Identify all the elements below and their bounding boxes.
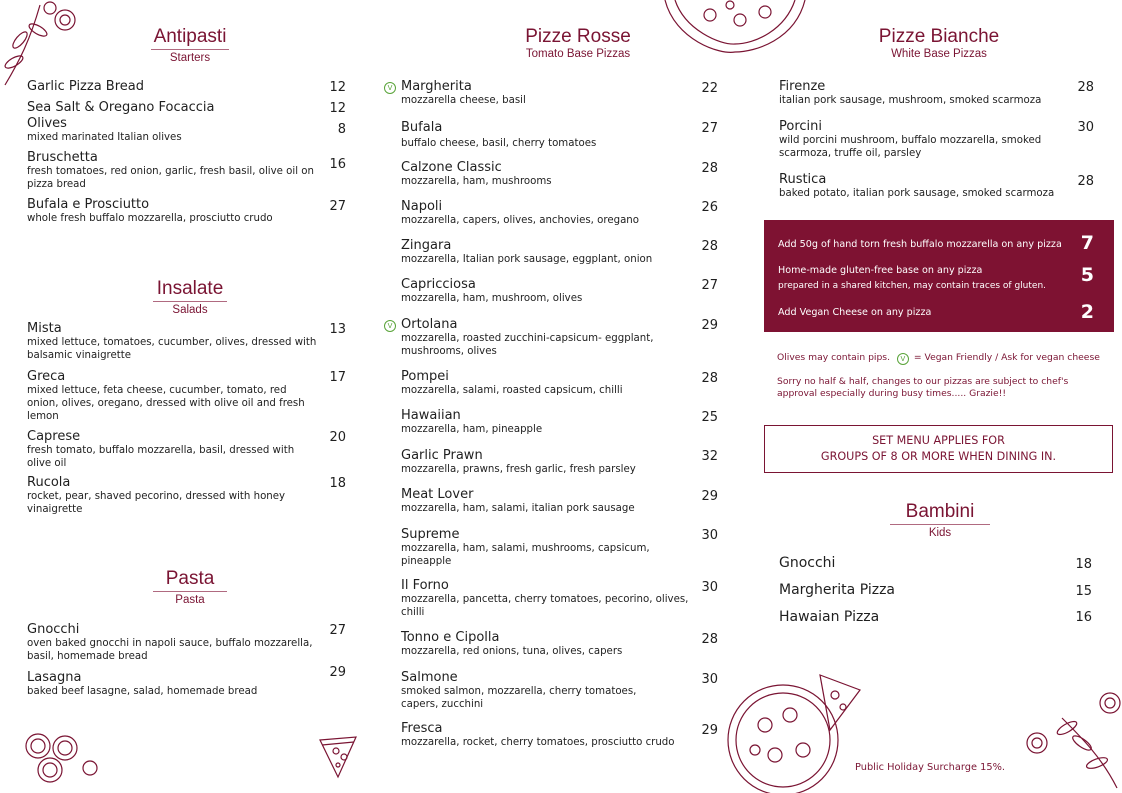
item-name: Meat Lover bbox=[401, 487, 474, 502]
addon-gluten-free-price: 5 bbox=[1080, 264, 1094, 286]
item-description: mozzarella, prawns, fresh garlic, fresh parsley bbox=[401, 464, 636, 475]
menu-item bbox=[779, 556, 979, 571]
insalate-title: Insalate bbox=[156, 278, 224, 299]
item-name: Garlic Prawn bbox=[401, 448, 483, 463]
item-price: 26 bbox=[701, 200, 718, 215]
addon-buffalo-text: Add 50g of hand torn fresh buffalo mozzarella on any pizza bbox=[778, 239, 1062, 250]
item-name: Olives bbox=[27, 116, 67, 131]
item-name: Il Forno bbox=[401, 578, 449, 593]
item-description: mozzarella, Italian pork sausage, eggplant, onion bbox=[401, 254, 653, 265]
item-description: baked potato, italian pork sausage, smoked scarmoza bbox=[779, 188, 1055, 199]
item-description: mozzarella, ham, pineapple bbox=[401, 424, 543, 435]
item-name: Bufala bbox=[401, 120, 443, 135]
pizze-bianche-subtitle: White Base Pizzas bbox=[891, 48, 987, 60]
item-name: Greca bbox=[27, 369, 66, 384]
item-name: Firenze bbox=[779, 79, 826, 94]
vegan-icon: V bbox=[384, 320, 396, 332]
item-price: 28 bbox=[701, 239, 718, 254]
item-description: italian pork sausage, mushroom, smoked scarmoza bbox=[779, 95, 1042, 106]
tomatoes-illustration-bottom-left bbox=[20, 728, 110, 788]
menu-item bbox=[27, 369, 307, 423]
item-description: mozzarella, salami, roasted capsicum, chilli bbox=[401, 385, 623, 396]
item-description: mozzarella, capers, olives, anchovies, oregano bbox=[401, 215, 639, 226]
item-name: Rucola bbox=[27, 475, 71, 490]
item-name: Garlic Pizza Bread bbox=[27, 79, 144, 94]
addon-gluten-free-note: prepared in a shared kitchen, may contain traces of gluten. bbox=[778, 281, 1047, 291]
menu-item bbox=[779, 172, 1069, 200]
item-price: 25 bbox=[701, 410, 718, 425]
vegan-icon: V bbox=[384, 82, 396, 94]
item-price: 29 bbox=[701, 318, 718, 333]
item-price: 16 bbox=[1075, 610, 1092, 625]
item-description: mixed lettuce, feta cheese, cucumber, tomato, red onion, olives, oregano, dressed with olive oil and fresh lemon bbox=[27, 385, 305, 422]
menu-item bbox=[401, 120, 696, 150]
antipasti-title: Antipasti bbox=[153, 26, 227, 47]
menu-item bbox=[27, 116, 322, 144]
item-price: 27 bbox=[701, 121, 718, 136]
item-name: Porcini bbox=[779, 119, 822, 134]
item-price: 30 bbox=[701, 580, 718, 595]
item-description: mozzarella, rocket, cherry tomatoes, prosciutto crudo bbox=[401, 737, 675, 748]
item-name: Zingara bbox=[401, 238, 452, 253]
menu-item bbox=[401, 79, 696, 107]
menu-item bbox=[401, 277, 696, 305]
item-price: 13 bbox=[329, 322, 346, 337]
pizze-rosse-heading bbox=[508, 26, 648, 60]
policy-note: Sorry no half & half, changes to our pizzas are subject to chef's approval especially during busy times..... Grazie!! bbox=[777, 376, 1069, 399]
item-price: 30 bbox=[1077, 120, 1094, 135]
item-name: Supreme bbox=[401, 527, 460, 542]
item-description: buffalo cheese, basil, cherry tomatoes bbox=[401, 138, 597, 149]
set-menu-line-1: SET MENU APPLIES FOR bbox=[872, 434, 1005, 447]
item-price: 20 bbox=[329, 430, 346, 445]
menu-item bbox=[27, 429, 312, 470]
pizze-bianche-heading bbox=[864, 26, 1014, 60]
item-price: 28 bbox=[701, 371, 718, 386]
item-description: oven baked gnocchi in napoli sauce, buffalo mozzarella, basil, homemade bread bbox=[27, 638, 313, 662]
olive-branch-illustration-bottom-right bbox=[1022, 688, 1122, 793]
heading-underline bbox=[153, 301, 227, 302]
item-price: 28 bbox=[1077, 80, 1094, 95]
item-name: Hawaian Pizza bbox=[779, 609, 880, 625]
item-price: 17 bbox=[329, 370, 346, 385]
item-name: Mista bbox=[27, 321, 62, 336]
menu-item bbox=[27, 321, 317, 362]
menu-item bbox=[27, 197, 322, 225]
item-name: Tonno e Cipolla bbox=[401, 630, 500, 645]
menu-item bbox=[27, 475, 312, 516]
item-description: mozzarella, red onions, tuna, olives, capers bbox=[401, 646, 623, 657]
menu-item bbox=[401, 160, 696, 188]
pizze-rosse-subtitle: Tomato Base Pizzas bbox=[525, 48, 631, 60]
item-name: Lasagna bbox=[27, 670, 82, 685]
item-description: mixed lettuce, tomatoes, cucumber, olives, dressed with balsamic vinaigrette bbox=[27, 337, 317, 361]
menu-item bbox=[27, 670, 322, 698]
item-price: 18 bbox=[1075, 557, 1092, 572]
item-name: Calzone Classic bbox=[401, 160, 502, 175]
set-menu-box bbox=[764, 425, 1113, 473]
item-name: Caprese bbox=[27, 429, 81, 444]
item-name: Bufala e Prosciutto bbox=[27, 197, 150, 212]
item-name: Gnocchi bbox=[27, 622, 80, 637]
pizza-addons-box bbox=[764, 220, 1114, 332]
item-name: Ortolana bbox=[401, 317, 458, 332]
menu-item bbox=[401, 408, 696, 436]
pizza-slice-illustration-bottom-left bbox=[318, 735, 358, 780]
set-menu-line-2: GROUPS OF 8 OR MORE WHEN DINING IN. bbox=[820, 450, 1057, 463]
item-price: 30 bbox=[701, 528, 718, 543]
menu-item bbox=[401, 238, 696, 266]
item-price: 30 bbox=[701, 672, 718, 687]
item-price: 22 bbox=[701, 81, 718, 96]
menu-item bbox=[401, 487, 696, 515]
vegan-legend-text: = Vegan Friendly / Ask for vegan cheese bbox=[913, 352, 1100, 363]
item-name: Margherita bbox=[401, 79, 472, 94]
menu-item bbox=[401, 199, 696, 227]
item-description: mozzarella, pancetta, cherry tomatoes, pecorino, olives, chilli bbox=[401, 594, 689, 618]
item-name: Capricciosa bbox=[401, 277, 476, 292]
menu-item bbox=[401, 369, 696, 397]
menu-item bbox=[401, 721, 696, 749]
menu-item bbox=[27, 622, 327, 663]
public-holiday-surcharge: Public Holiday Surcharge 15%. bbox=[855, 762, 1005, 773]
heading-underline bbox=[890, 524, 990, 525]
bambini-subtitle: Kids bbox=[928, 527, 952, 539]
addon-vegan-cheese-text: Add Vegan Cheese on any pizza bbox=[778, 307, 932, 318]
addon-gluten-free-text: Home-made gluten-free base on any pizza bbox=[778, 265, 983, 276]
pizza-illustration-top-center bbox=[660, 0, 810, 55]
item-price: 28 bbox=[1077, 174, 1094, 189]
addon-buffalo-price: 7 bbox=[1080, 232, 1094, 254]
menu-item bbox=[27, 150, 322, 191]
item-price: 28 bbox=[701, 161, 718, 176]
item-price: 18 bbox=[329, 476, 346, 491]
menu-item bbox=[401, 448, 696, 476]
addon-vegan-cheese-price: 2 bbox=[1080, 301, 1094, 323]
menu-item bbox=[779, 119, 1049, 160]
menu-item bbox=[401, 670, 661, 711]
antipasti-heading bbox=[140, 26, 240, 64]
item-price: 12 bbox=[329, 80, 346, 95]
item-name: Bruschetta bbox=[27, 150, 98, 165]
item-description: mozzarella, ham, mushrooms bbox=[401, 176, 552, 187]
item-name: Gnocchi bbox=[779, 555, 836, 571]
item-price: 32 bbox=[701, 449, 718, 464]
item-description: fresh tomatoes, red onion, garlic, fresh basil, olive oil on pizza bread bbox=[27, 166, 314, 190]
item-name: Margherita Pizza bbox=[779, 582, 896, 598]
item-description: mozzarella, ham, salami, mushrooms, capsicum, pineapple bbox=[401, 543, 650, 567]
olives-pips-text: Olives may contain pips. bbox=[777, 352, 891, 363]
item-name: Fresca bbox=[401, 721, 443, 736]
item-price: 29 bbox=[329, 665, 346, 680]
menu-item bbox=[401, 527, 671, 568]
vegan-icon: V bbox=[897, 353, 909, 365]
item-description: whole fresh buffalo mozzarella, prosciutto crudo bbox=[27, 213, 273, 224]
item-name: Hawaiian bbox=[401, 408, 461, 423]
item-description: mozzarella cheese, basil bbox=[401, 95, 526, 106]
menu-item bbox=[779, 79, 1069, 107]
pizze-rosse-title: Pizze Rosse bbox=[525, 26, 631, 47]
item-description: smoked salmon, mozzarella, cherry tomatoes, capers, zucchini bbox=[401, 686, 637, 710]
item-description: fresh tomato, buffalo mozzarella, basil, dressed with olive oil bbox=[27, 445, 295, 469]
antipasti-subtitle: Starters bbox=[169, 52, 211, 64]
item-price: 15 bbox=[1075, 584, 1092, 599]
item-name: Rustica bbox=[779, 172, 827, 187]
pasta-title: Pasta bbox=[165, 568, 215, 589]
item-description: wild porcini mushroom, buffalo mozzarella, smoked scarmoza, truffe oil, parsley bbox=[779, 135, 1042, 159]
item-price: 29 bbox=[701, 723, 718, 738]
item-name: Salmone bbox=[401, 670, 458, 685]
item-price: 29 bbox=[701, 489, 718, 504]
pizze-bianche-title: Pizze Bianche bbox=[878, 26, 1000, 47]
menu-item bbox=[401, 317, 686, 358]
insalate-heading bbox=[140, 278, 240, 316]
item-description: rocket, pear, shaved pecorino, dressed with honey vinaigrette bbox=[27, 491, 286, 515]
bambini-heading bbox=[888, 501, 992, 539]
heading-underline bbox=[151, 49, 229, 50]
item-name: Napoli bbox=[401, 199, 443, 214]
pizza-illustration-bottom-right bbox=[725, 665, 865, 793]
item-name: Pompei bbox=[401, 369, 449, 384]
menu-item bbox=[401, 630, 696, 658]
pasta-heading bbox=[140, 568, 240, 606]
insalate-subtitle: Salads bbox=[172, 304, 208, 316]
bambini-title: Bambini bbox=[905, 501, 975, 522]
heading-underline bbox=[153, 591, 227, 592]
item-name: Sea Salt & Oregano Focaccia bbox=[27, 100, 215, 115]
menu-item bbox=[401, 578, 696, 619]
item-description: mozzarella, roasted zucchini-capsicum- eggplant, mushrooms, olives bbox=[401, 333, 654, 357]
menu-item bbox=[27, 100, 322, 115]
item-price: 28 bbox=[701, 632, 718, 647]
item-price: 16 bbox=[329, 157, 346, 172]
item-description: mixed marinated Italian olives bbox=[27, 132, 182, 143]
pasta-subtitle: Pasta bbox=[175, 594, 205, 606]
item-price: 12 bbox=[329, 101, 346, 116]
item-description: mozzarella, ham, mushroom, olives bbox=[401, 293, 583, 304]
item-description: mozzarella, ham, salami, italian pork sausage bbox=[401, 503, 635, 514]
olives-note bbox=[777, 352, 1100, 364]
menu-item bbox=[779, 583, 979, 598]
item-price: 27 bbox=[329, 199, 346, 214]
olive-branch-illustration-top-left bbox=[0, 0, 90, 90]
item-price: 8 bbox=[337, 122, 346, 137]
item-price: 27 bbox=[701, 278, 718, 293]
item-price: 27 bbox=[329, 623, 346, 638]
menu-item bbox=[27, 79, 322, 94]
item-description: baked beef lasagne, salad, homemade bread bbox=[27, 686, 258, 697]
menu-item bbox=[779, 610, 979, 625]
